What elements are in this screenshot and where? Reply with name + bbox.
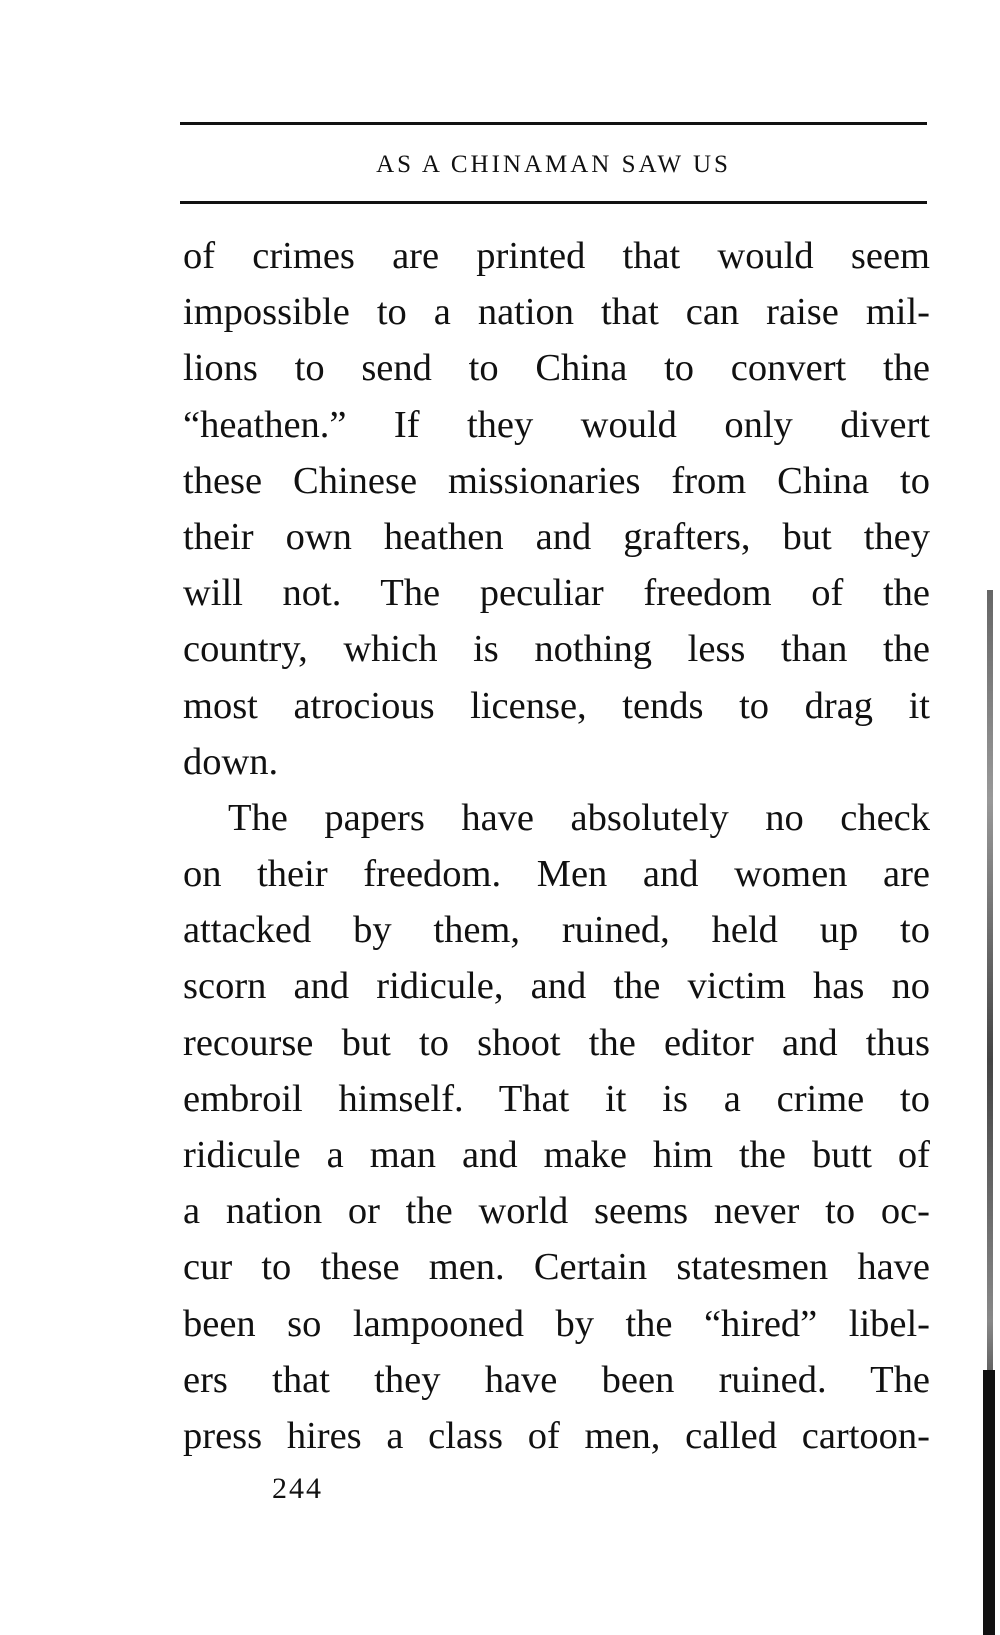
text-line: been so lampooned by the “hired” libel-: [183, 1302, 930, 1345]
text-line: recourse but to shoot the editor and thus: [183, 1021, 930, 1064]
text-line: “heathen.” If they would only divert: [183, 403, 930, 446]
page-edge-shadow-dark: [983, 1370, 995, 1635]
text-line: press hires a class of men, called cartoon-: [183, 1414, 930, 1457]
text-line: on their freedom. Men and women are: [183, 853, 930, 896]
text-line: scorn and ridicule, and the victim has no: [183, 965, 930, 1008]
running-title: AS A CHINAMAN SAW US: [376, 151, 731, 178]
text-line: their own heathen and grafters, but they: [183, 515, 930, 558]
page-number: 244: [272, 1472, 323, 1505]
text-line: embroil himself. That it is a crime to: [183, 1077, 930, 1120]
header-rule-top: [180, 122, 927, 125]
text-line: cur to these men. Certain statesmen have: [183, 1246, 930, 1289]
paragraph-end-line: down.: [183, 740, 279, 783]
text-line: ers that they have been ruined. The: [183, 1358, 930, 1401]
header-rule-bottom: [180, 201, 927, 204]
paragraph-start-line: The papers have absolutely no check: [228, 796, 930, 839]
text-line: impossible to a nation that can raise mil-: [183, 291, 930, 334]
text-line: a nation or the world seems never to oc-: [183, 1190, 930, 1233]
text-line: of crimes are printed that would seem: [183, 235, 930, 277]
text-line: these Chinese missionaries from China to: [183, 459, 930, 502]
text-line: will not. The peculiar freedom of the: [183, 572, 930, 615]
body-text: [183, 228, 930, 1464]
text-line: country, which is nothing less than the: [183, 628, 930, 671]
text-line: lions to send to China to convert the: [183, 347, 930, 390]
text-line: ridicule a man and make him the butt of: [183, 1134, 930, 1176]
text-line: attacked by them, ruined, held up to: [183, 909, 930, 952]
text-line: most atrocious license, tends to drag it: [183, 684, 930, 727]
